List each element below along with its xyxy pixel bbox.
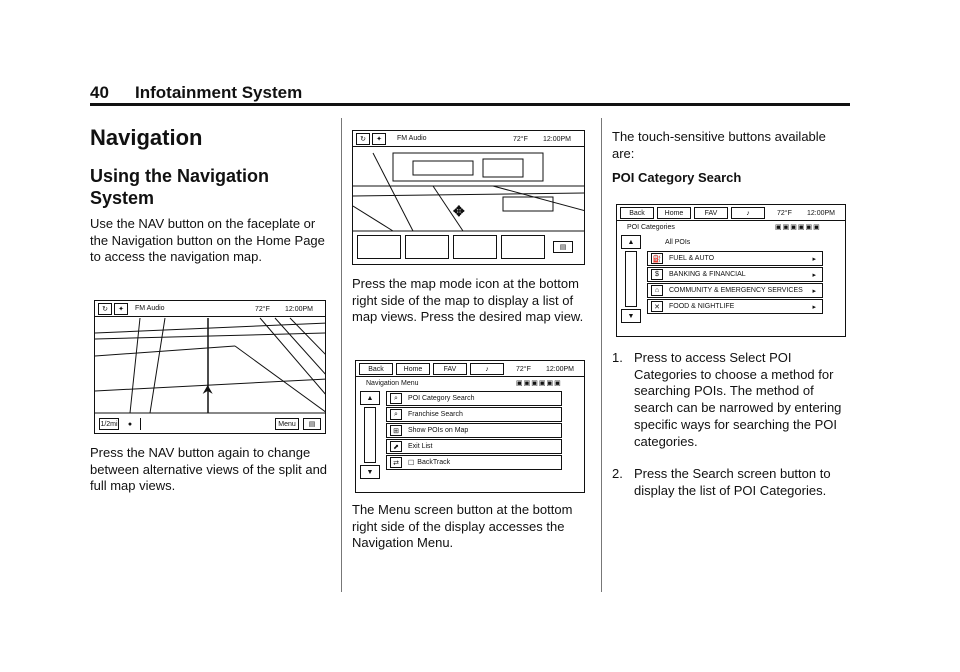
intro-paragraph: Use the NAV button on the faceplate or the Navigation button on the Home Page to access the navigation map. bbox=[90, 216, 325, 265]
menu-item-all-pois[interactable] bbox=[647, 235, 823, 250]
scroll-up-button[interactable]: ▲ bbox=[360, 391, 380, 405]
fuel-icon: ⛽ bbox=[651, 253, 663, 264]
vehicle-position-icon: ✥ bbox=[453, 203, 465, 219]
clock: 12:00PM bbox=[285, 306, 314, 313]
menu-paragraph: The Menu screen button at the bottom right side of the display accesses the Navigation Menu. bbox=[352, 502, 573, 551]
map-mode-paragraph: Press the map mode icon at the bottom right side of the map to display a list of map views. Press the desired map view. bbox=[352, 276, 584, 325]
list-number: 1. bbox=[612, 350, 623, 365]
community-icon: ⌂ bbox=[651, 285, 663, 296]
back-label: Back bbox=[368, 365, 384, 373]
vehicle-position-icon: ⮝ bbox=[203, 384, 213, 396]
poi-filter-icons[interactable]: ▣▣▣▣▣▣ bbox=[775, 224, 821, 231]
map-view-thumbnail[interactable] bbox=[405, 235, 449, 259]
map-mode-icon[interactable]: ▤ bbox=[303, 418, 321, 430]
chevron-right-icon: ▸ bbox=[812, 287, 816, 295]
list-text: Press the Search screen button to display the list of POI Categories. bbox=[634, 466, 831, 498]
clock: 12:00PM bbox=[543, 136, 572, 143]
audio-source: FM Audio bbox=[135, 305, 165, 312]
menu-item-label: POI Category Search bbox=[408, 395, 475, 402]
map-mode-icon[interactable]: ▤ bbox=[553, 241, 573, 253]
menu-item-backtrack[interactable] bbox=[386, 455, 562, 470]
back-button[interactable] bbox=[620, 207, 654, 219]
lightbulb-icon[interactable]: ✦ bbox=[114, 303, 128, 315]
menu-item-label: COMMUNITY & EMERGENCY SERVICES bbox=[669, 287, 803, 294]
temperature: 72°F bbox=[255, 306, 270, 313]
map-lines bbox=[95, 301, 326, 434]
home-button[interactable] bbox=[657, 207, 691, 219]
section-heading: Using the Navigation System bbox=[90, 166, 270, 208]
menu-item-show-pois[interactable] bbox=[386, 423, 562, 438]
header-rule bbox=[90, 103, 850, 106]
full-map-screen bbox=[352, 130, 585, 265]
refresh-icon[interactable]: ↻ bbox=[356, 133, 370, 145]
chevron-right-icon: ▸ bbox=[812, 303, 816, 311]
scroll-up-button[interactable]: ▲ bbox=[621, 235, 641, 249]
temperature: 72°F bbox=[513, 136, 528, 143]
menu-item-label: BackTrack bbox=[417, 459, 451, 466]
list-item bbox=[612, 466, 850, 499]
scrollbar[interactable] bbox=[625, 251, 637, 307]
menu-item-exit-list[interactable] bbox=[386, 439, 562, 454]
location-dot-icon[interactable]: ● bbox=[127, 420, 133, 428]
scroll-down-button[interactable]: ▼ bbox=[360, 465, 380, 479]
clock: 12:00PM bbox=[546, 366, 575, 373]
bank-icon: $ bbox=[651, 269, 663, 280]
page-title: Navigation bbox=[90, 125, 203, 150]
section-title: Infotainment System bbox=[135, 83, 303, 102]
menu-item-label: FOOD & NIGHTLIFE bbox=[669, 303, 735, 310]
list-text: Press to access Select POI Categories to choose a method for searching POIs. The method of search can be narrowed by entering specific ways for searching the POI categories. bbox=[634, 350, 842, 449]
poi-category-search-heading: POI Category Search bbox=[612, 170, 742, 185]
temperature: 72°F bbox=[516, 366, 531, 373]
scrollbar[interactable] bbox=[364, 407, 376, 463]
scroll-down-button[interactable]: ▼ bbox=[621, 309, 641, 323]
home-label: Home bbox=[403, 365, 423, 373]
menu-item-label: Show POIs on Map bbox=[408, 427, 469, 434]
status-bar bbox=[356, 361, 584, 377]
status-bar bbox=[617, 205, 845, 221]
poi-categories-title: POI Categories bbox=[627, 224, 675, 231]
map-view-thumbnail[interactable] bbox=[453, 235, 497, 259]
voice-icon[interactable]: ♪ bbox=[470, 363, 504, 375]
food-icon: ✕ bbox=[651, 301, 663, 312]
temperature: 72°F bbox=[777, 210, 792, 217]
map-scale-button[interactable] bbox=[99, 418, 119, 430]
map-scale-label: 1/2mi bbox=[100, 420, 118, 428]
list-item bbox=[612, 350, 850, 450]
chevron-right-icon: ▸ bbox=[812, 255, 816, 263]
audio-source: FM Audio bbox=[397, 135, 427, 142]
menu-label: Menu bbox=[278, 420, 296, 428]
menu-item-franchise-search[interactable] bbox=[386, 407, 562, 422]
page-number: 40 bbox=[90, 83, 109, 102]
fav-button[interactable] bbox=[694, 207, 728, 219]
menu-item-banking[interactable] bbox=[647, 267, 823, 282]
poi-categories-screen bbox=[616, 204, 846, 337]
menu-item-fuel-auto[interactable] bbox=[647, 251, 823, 266]
fav-label: FAV bbox=[704, 209, 718, 217]
menu-item-label: FUEL & AUTO bbox=[669, 255, 715, 262]
column-divider bbox=[601, 118, 602, 592]
menu-item-community[interactable] bbox=[647, 283, 823, 298]
map-view-thumbnail[interactable] bbox=[357, 235, 401, 259]
home-label: Home bbox=[664, 209, 684, 217]
back-label: Back bbox=[629, 209, 645, 217]
list-number: 2. bbox=[612, 466, 623, 481]
column-divider bbox=[341, 118, 342, 592]
search-icon: ⌕ bbox=[390, 409, 402, 420]
nav-toggle-paragraph: Press the NAV button again to change between alternative views of the split and full map views. bbox=[90, 445, 328, 494]
back-button[interactable] bbox=[359, 363, 393, 375]
menu-item-food[interactable] bbox=[647, 299, 823, 314]
menu-item-label: Exit List bbox=[408, 443, 433, 450]
refresh-icon[interactable]: ↻ bbox=[98, 303, 112, 315]
chevron-right-icon: ▸ bbox=[812, 271, 816, 279]
menu-item-label: All POIs bbox=[665, 239, 691, 246]
bottom-spacer bbox=[140, 418, 270, 430]
split-map-screen bbox=[94, 300, 326, 434]
fav-button[interactable] bbox=[433, 363, 467, 375]
lightbulb-icon[interactable]: ✦ bbox=[372, 133, 386, 145]
clock: 12:00PM bbox=[807, 210, 836, 217]
navigation-menu-screen bbox=[355, 360, 585, 493]
touch-buttons-intro: The touch-sensitive buttons available are: bbox=[612, 129, 826, 161]
menu-item-label: Franchise Search bbox=[408, 411, 463, 418]
page-header bbox=[90, 83, 302, 103]
menu-item-poi-category-search[interactable] bbox=[386, 391, 562, 406]
fav-label: FAV bbox=[443, 365, 457, 373]
search-icon: ⌕ bbox=[390, 393, 402, 404]
backtrack-icon: ⇄ bbox=[390, 457, 402, 468]
poi-filter-icons[interactable]: ▣▣▣▣▣▣ bbox=[516, 380, 562, 387]
exit-icon: ⬈ bbox=[390, 441, 402, 452]
menu-title: Navigation Menu bbox=[366, 380, 419, 387]
checkbox-icon[interactable]: ☐ bbox=[408, 459, 415, 467]
map-view-thumbnail[interactable] bbox=[501, 235, 545, 259]
voice-icon[interactable]: ♪ bbox=[731, 207, 765, 219]
poi-icon: ⊞ bbox=[390, 425, 402, 436]
menu-button[interactable] bbox=[275, 418, 299, 430]
menu-item-label: BANKING & FINANCIAL bbox=[669, 271, 746, 278]
home-button[interactable] bbox=[396, 363, 430, 375]
